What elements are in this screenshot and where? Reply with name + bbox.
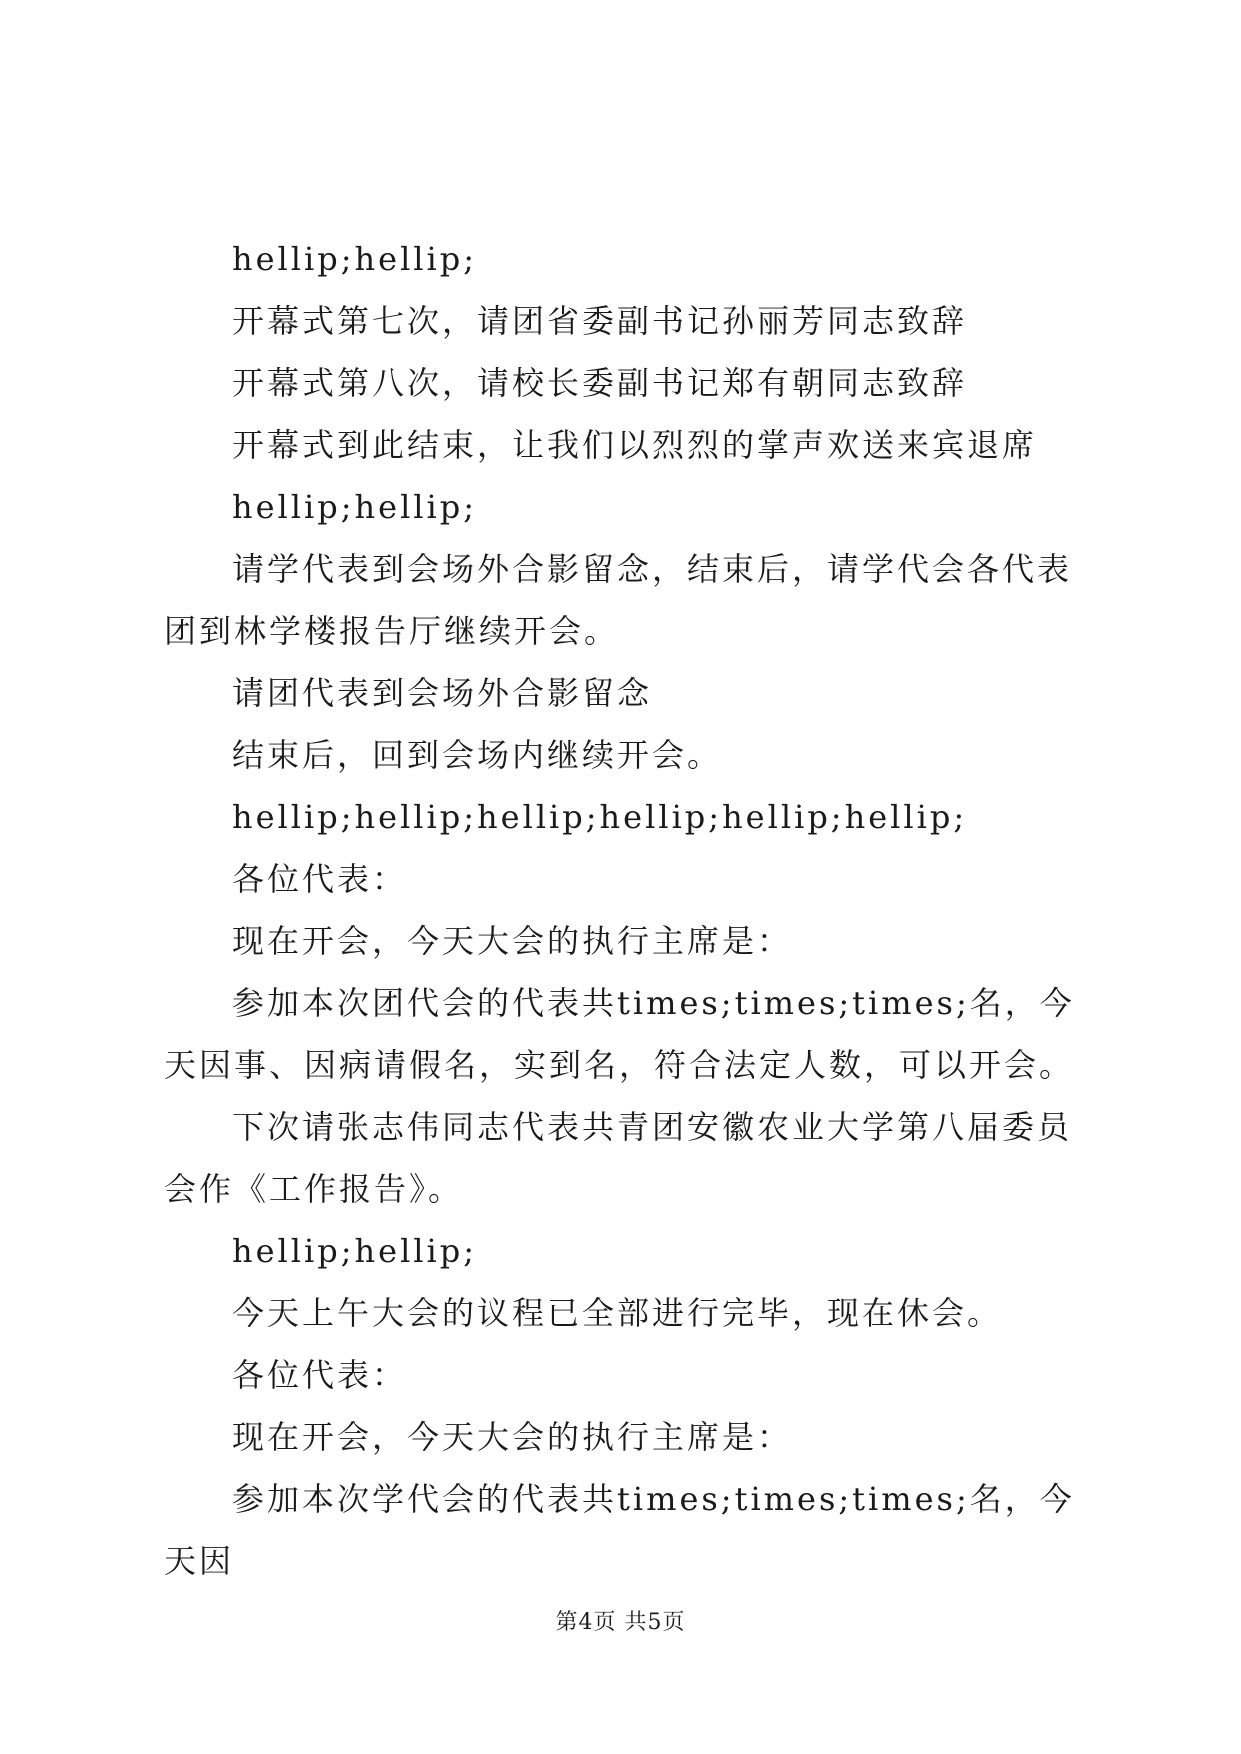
paragraph: 请团代表到会场外合影留念 (232, 674, 653, 712)
paragraph: 现在开会，今天大会的执行主席是： (232, 1418, 793, 1456)
paragraph: hellip;hellip; (232, 240, 478, 278)
paragraph: 结束后，回到会场内继续开会。 (232, 736, 723, 774)
paragraph: 现在开会，今天大会的执行主席是： (232, 922, 793, 960)
document-body (164, 228, 1084, 1592)
paragraph: hellip;hellip;hellip;hellip;hellip;hellip; (232, 798, 968, 836)
paragraph: 开幕式到此结束，让我们以烈烈的掌声欢送来宾退席 (232, 426, 1038, 464)
paragraph: 开幕式第八次，请校长委副书记郑有朝同志致辞 (232, 364, 968, 402)
paragraph: 请学代表到会场外合影留念，结束后，请学代会各代表团到林学楼报告厅继续开会。 (164, 550, 1073, 650)
paragraph: 参加本次学代会的代表共times;times;times;名，今天因 (164, 1480, 1075, 1580)
page-footer: 第4页 共5页 (555, 1610, 686, 1635)
paragraph: hellip;hellip; (232, 1232, 478, 1270)
paragraph: 今天上午大会的议程已全部进行完毕，现在休会。 (232, 1294, 1003, 1332)
paragraph: hellip;hellip; (232, 488, 478, 526)
paragraph: 开幕式第七次，请团省委副书记孙丽芳同志致辞 (232, 302, 968, 340)
paragraph: 下次请张志伟同志代表共青团安徽农业大学第八届委员会作《工作报告》。 (164, 1108, 1073, 1208)
paragraph: 各位代表： (232, 1356, 408, 1394)
paragraph: 各位代表： (232, 860, 408, 898)
paragraph: 参加本次团代会的代表共times;times;times;名，今天因事、因病请假名，实到名，符合法定人数，可以开会。 (164, 984, 1075, 1084)
